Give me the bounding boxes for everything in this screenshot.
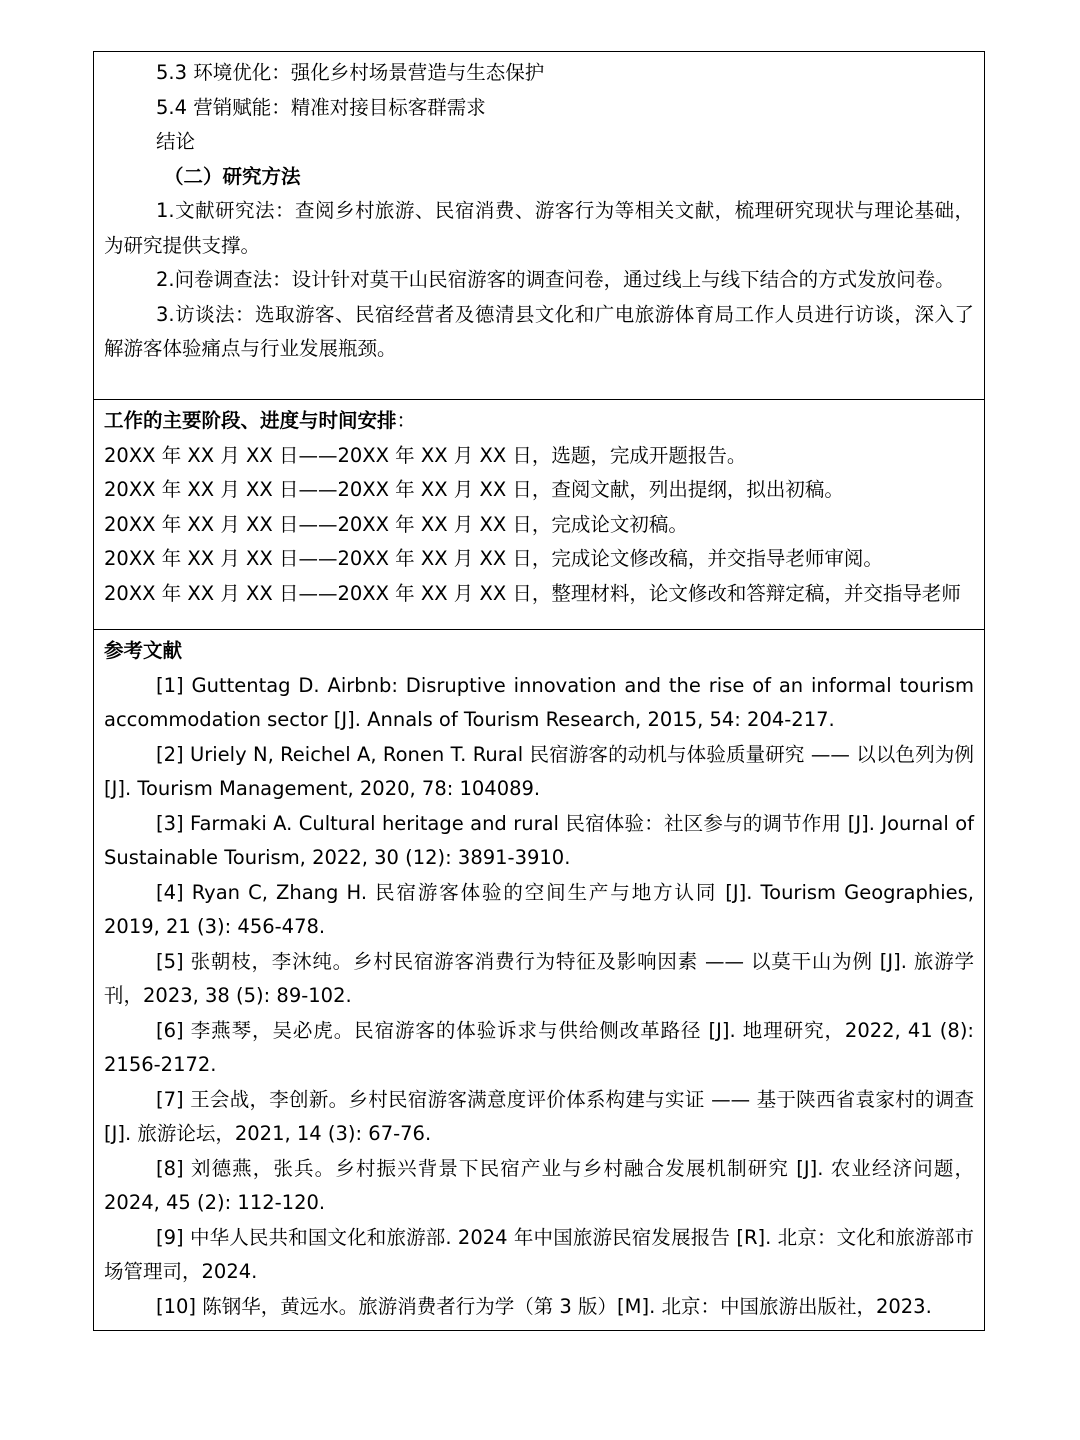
reference-item: [2] Uriely N, Reichel A, Ronen T. Rural 民宿游客的动机与体验质量研究 —— 以以色列为例 [J]. Tourism Management, 2020, 78: 104089. (104, 742, 974, 800)
reference-item: [1] Guttentag D. Airbnb: Disruptive innovation and the rise of an informal tourism accommodation sector [J]. Annals of Tourism Research, 2015, 54: 204-217. (104, 673, 974, 731)
reference-item: [3] Farmaki A. Cultural heritage and rural 民宿体验：社区参与的调节作用 [J]. Journal of Sustainable Tourism, 2022, 30 (12): 3891-3910. (104, 811, 974, 869)
schedule-heading: 工作的主要阶段、进度与时间安排 (104, 409, 397, 432)
schedule-cell (94, 399, 984, 629)
outline-item: 结论 (156, 130, 196, 153)
schedule-heading-line (104, 404, 974, 439)
reference-item: [6] 李燕琴，吴必虎。民宿游客的体验诉求与供给侧改革路径 [J]. 地理研究，2022, 41 (8): 2156-2172. (104, 1018, 974, 1076)
schedule-item: 20XX 年 XX 月 XX 日——20XX 年 XX 月 XX 日，选题，完成开题报告。 (104, 443, 747, 467)
outline-and-methods-cell (94, 52, 984, 399)
references-heading: 参考文献 (104, 639, 183, 662)
schedule-item: 20XX 年 XX 月 XX 日——20XX 年 XX 月 XX 日，查阅文献，列出提纲，拟出初稿。 (104, 478, 844, 501)
method-item: 3.访谈法：选取游客、民宿经营者及德清县文化和广电旅游体育局工作人员进行访谈，深入了解游客体验痛点与行业发展瓶颈。 (104, 302, 974, 360)
reference-item: [10] 陈钢华，黄远水。旅游消费者行为学（第 3 版）[M]. 北京：中国旅游出版社，2023. (156, 1294, 932, 1318)
reference-item: [9] 中华人民共和国文化和旅游部. 2024 年中国旅游民宿发展报告 [R]. 北京：文化和旅游部市场管理司，2024. (104, 1225, 974, 1283)
reference-item: [7] 王会战，李创新。乡村民宿游客满意度评价体系构建与实证 —— 基于陕西省袁家村的调查 [J]. 旅游论坛，2021, 14 (3): 67-76. (104, 1087, 974, 1145)
outline-item: 5.3 环境优化：强化乡村场景营造与生态保护 (156, 61, 545, 84)
proposal-table (93, 51, 985, 1331)
research-methods-heading: （二）研究方法 (164, 164, 301, 188)
outline-item: 5.4 营销赋能：精准对接目标客群需求 (156, 95, 486, 119)
reference-item: [8] 刘德燕，张兵。乡村振兴背景下民宿产业与乡村融合发展机制研究 [J]. 农业经济问题，2024, 45 (2): 112-120. (104, 1156, 974, 1214)
schedule-item: 20XX 年 XX 月 XX 日——20XX 年 XX 月 XX 日，完成论文初稿。 (104, 512, 688, 536)
reference-item: [4] Ryan C, Zhang H. 民宿游客体验的空间生产与地方认同 [J]. Tourism Geographies, 2019, 21 (3): 456-478. (104, 880, 974, 938)
schedule-item: 20XX 年 XX 月 XX 日——20XX 年 XX 月 XX 日，整理材料，论文修改和答辩定稿，并交指导老师 (104, 581, 961, 605)
references-cell (94, 629, 984, 1330)
schedule-heading-colon: ： (396, 409, 417, 432)
method-item: 2.问卷调查法：设计针对莫干山民宿游客的调查问卷，通过线上与线下结合的方式发放问卷。 (156, 268, 955, 291)
method-item: 1.文献研究法：查阅乡村旅游、民宿消费、游客行为等相关文献，梳理研究现状与理论基础，为研究提供支撑。 (104, 199, 974, 257)
reference-item: [5] 张朝枝，李沐纯。乡村民宿游客消费行为特征及影响因素 —— 以莫干山为例 [J]. 旅游学刊，2023, 38 (5): 89-102. (104, 949, 974, 1007)
schedule-item: 20XX 年 XX 月 XX 日——20XX 年 XX 月 XX 日，完成论文修改稿，并交指导老师审阅。 (104, 547, 883, 570)
